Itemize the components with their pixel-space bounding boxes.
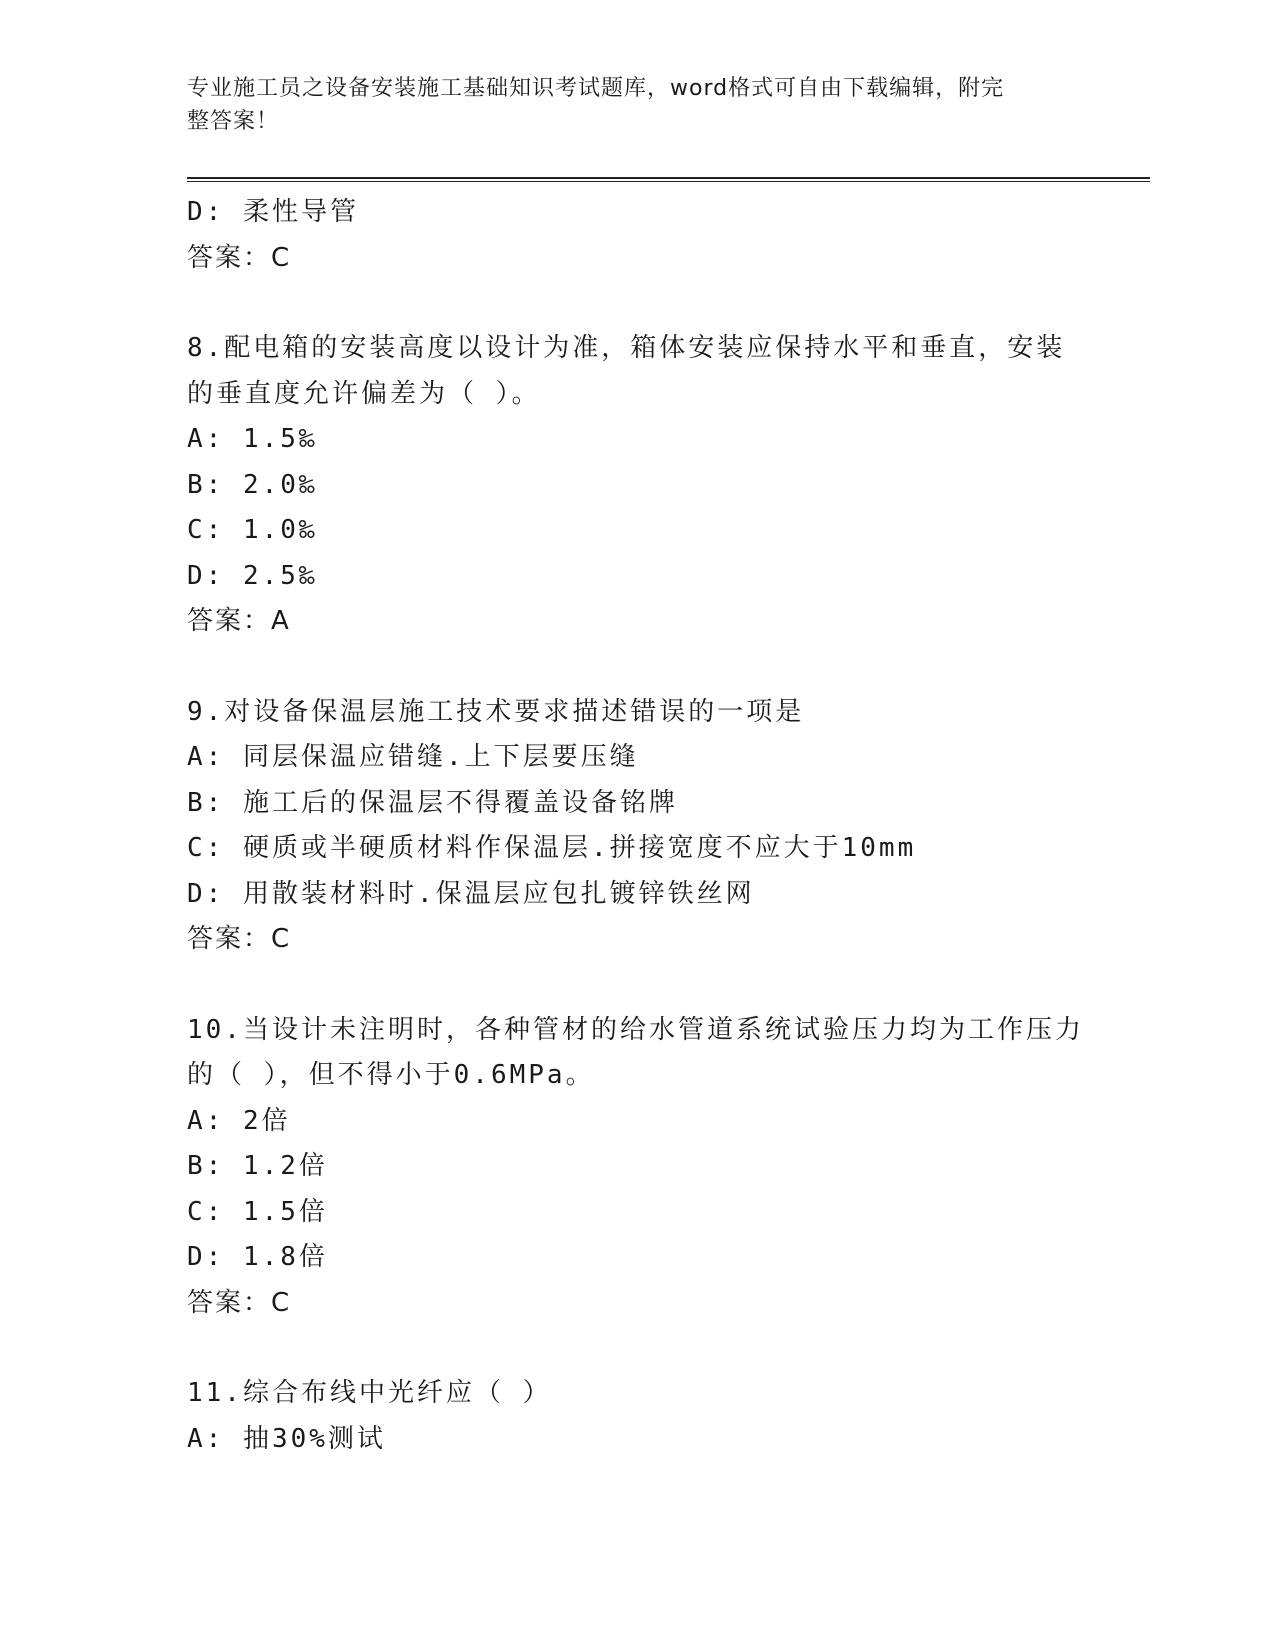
question-10-text-line-1: 10.当设计未注明时，各种管材的给水管道系统试验压力均为工作压力	[187, 1014, 1084, 1045]
question-8-option-b: B: 2.0‰	[187, 469, 318, 500]
question-9-option-c: C: 硬质或半硬质材料作保温层.拼接宽度不应大于10mm	[187, 833, 917, 863]
question-8-text-line-2: 的垂直度允许偏差为（ ）。	[187, 378, 541, 409]
spacer	[187, 281, 1087, 326]
question-9-text-line-1: 9.对设备保温层施工技术要求描述错误的一项是	[187, 696, 805, 727]
option-d: D: 柔性导管	[187, 197, 359, 227]
question-9-option-a: A: 同层保温应错缝.上下层要压缝	[187, 742, 639, 772]
document-header	[187, 72, 1067, 138]
answer-label: 答案：C	[187, 242, 292, 273]
question-9-option-d: D: 用散装材料时.保温层应包扎镀锌铁丝网	[187, 878, 755, 909]
question-11	[187, 1371, 1087, 1462]
question-10-option-c: C: 1.5倍	[187, 1196, 328, 1227]
question-10-option-b: B: 1.2倍	[187, 1151, 328, 1181]
question-8-option-c: C: 1.0‰	[187, 515, 318, 545]
spacer	[187, 645, 1087, 690]
header-divider	[187, 177, 1150, 182]
question-list	[187, 190, 1087, 1462]
question-9	[187, 690, 1087, 963]
question-8	[187, 326, 1087, 645]
question-8-option-a: A: 1.5‰	[187, 424, 318, 454]
question-8-option-d: D: 2.5‰	[187, 560, 318, 591]
question-8-text-line-1: 8.配电箱的安装高度以设计为准，箱体安装应保持水平和垂直，安装	[187, 333, 1066, 363]
question-10-text-line-2: 的（ ），但不得小于0.6MPa。	[187, 1060, 595, 1090]
header-line-2: 整答案！	[187, 109, 280, 134]
question-11-text-line-1: 11.综合布线中光纤应（ ）	[187, 1378, 552, 1408]
header-line-1: 专业施工员之设备安装施工基础知识考试题库，word格式可自由下载编辑，附完	[187, 76, 1005, 101]
question-10-answer: 答案：C	[187, 1287, 292, 1318]
question-10-option-d: D: 1.8倍	[187, 1242, 328, 1272]
question-8-answer: 答案：A	[187, 606, 291, 636]
question-9-answer: 答案：C	[187, 924, 292, 954]
question-10	[187, 1008, 1087, 1327]
question-9-option-b: B: 施工后的保温层不得覆盖设备铭牌	[187, 787, 678, 818]
question-10-option-a: A: 2倍	[187, 1105, 291, 1136]
spacer	[187, 963, 1087, 1008]
question-11-option-a: A: 抽30%测试	[187, 1423, 386, 1454]
spacer	[187, 1326, 1087, 1371]
